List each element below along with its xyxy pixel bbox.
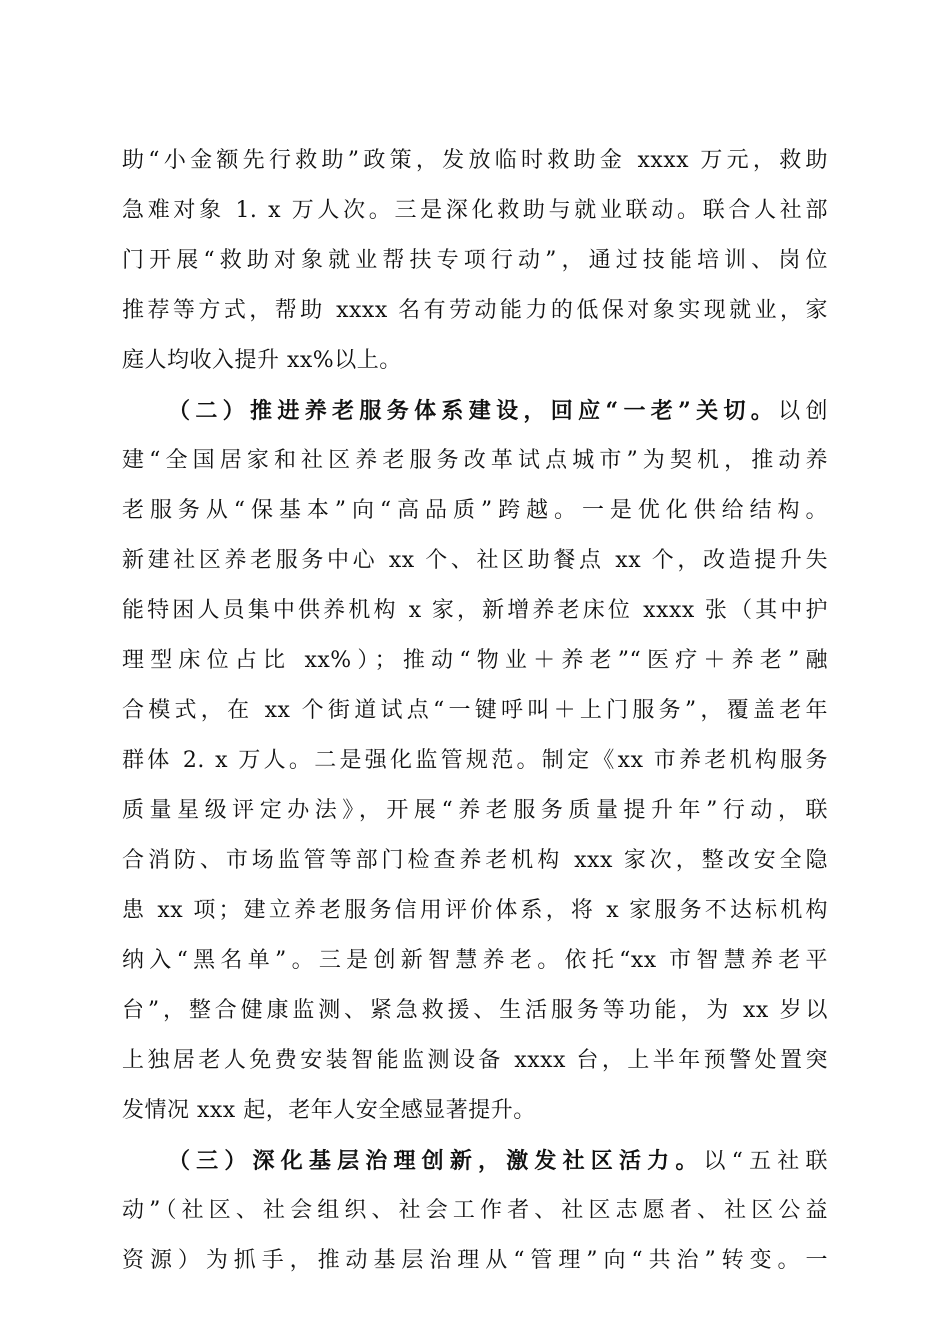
paragraph-line: 合模式，在 xx 个街道试点“一键呼叫＋上门服务”，覆盖老年 <box>122 698 828 723</box>
paragraph-line: 急难对象 1. x 万人次。三是深化救助与就业联动。联合人社部 <box>122 198 828 223</box>
paragraph-line: 资源）为抓手，推动基层治理从“管理”向“共治”转变。一 <box>122 1248 828 1273</box>
section-heading: （三）深化基层治理创新，激发社区活力。 <box>168 1148 704 1174</box>
section-heading-line <box>168 393 828 429</box>
paragraph-line: 理型床位占比 xx%）；推动“物业＋养老”“医疗＋养老”融 <box>122 648 828 673</box>
section-heading: （二）推进养老服务体系建设，回应“一老”关切。 <box>168 398 779 424</box>
paragraph-line: 患 xx 项；建立养老服务信用评价体系，将 x 家服务不达标机构 <box>122 898 828 923</box>
paragraph-line: 助“小金额先行救助”政策，发放临时救助金 xxxx 万元，救助 <box>122 148 828 173</box>
paragraph-line: 新建社区养老服务中心 xx 个、社区助餐点 xx 个，改造提升失 <box>122 548 828 573</box>
paragraph-line: 庭人均收入提升 xx%以上。 <box>122 348 402 373</box>
section-heading-line <box>168 1143 828 1179</box>
paragraph-line: 群体 2. x 万人。二是强化监管规范。制定《xx 市养老机构服务 <box>122 748 828 773</box>
paragraph-line: 上独居老人免费安装智能监测设备 xxxx 台，上半年预警处置突 <box>122 1048 828 1073</box>
paragraph-line: 推荐等方式，帮助 xxxx 名有劳动能力的低保对象实现就业，家 <box>122 298 828 323</box>
paragraph-line: 门开展“救助对象就业帮扶专项行动”，通过技能培训、岗位 <box>122 248 828 273</box>
paragraph-line: 动”（社区、社会组织、社会工作者、社区志愿者、社区公益 <box>122 1198 828 1223</box>
paragraph-line: 纳入“黑名单”。三是创新智慧养老。依托“xx 市智慧养老平 <box>122 948 828 973</box>
section-heading-continuation: 以“五社联 <box>703 1149 828 1174</box>
paragraph-line: 老服务从“保基本”向“高品质”跨越。一是优化供给结构。 <box>122 498 828 523</box>
paragraph-line: 质量星级评定办法》，开展“养老服务质量提升年”行动，联 <box>122 798 828 823</box>
paragraph-line: 合消防、市场监管等部门检查养老机构 xxx 家次，整改安全隐 <box>122 848 828 873</box>
paragraph-line: 台”，整合健康监测、紧急救援、生活服务等功能，为 xx 岁以 <box>122 998 828 1023</box>
paragraph-line: 建“全国居家和社区养老服务改革试点城市”为契机，推动养 <box>122 448 828 473</box>
paragraph-line: 能特困人员集中供养机构 x 家，新增养老床位 xxxx 张（其中护 <box>122 598 828 623</box>
paragraph-line: 发情况 xxx 起，老年人安全感显著提升。 <box>122 1098 536 1123</box>
section-heading-continuation: 以创 <box>778 399 828 424</box>
